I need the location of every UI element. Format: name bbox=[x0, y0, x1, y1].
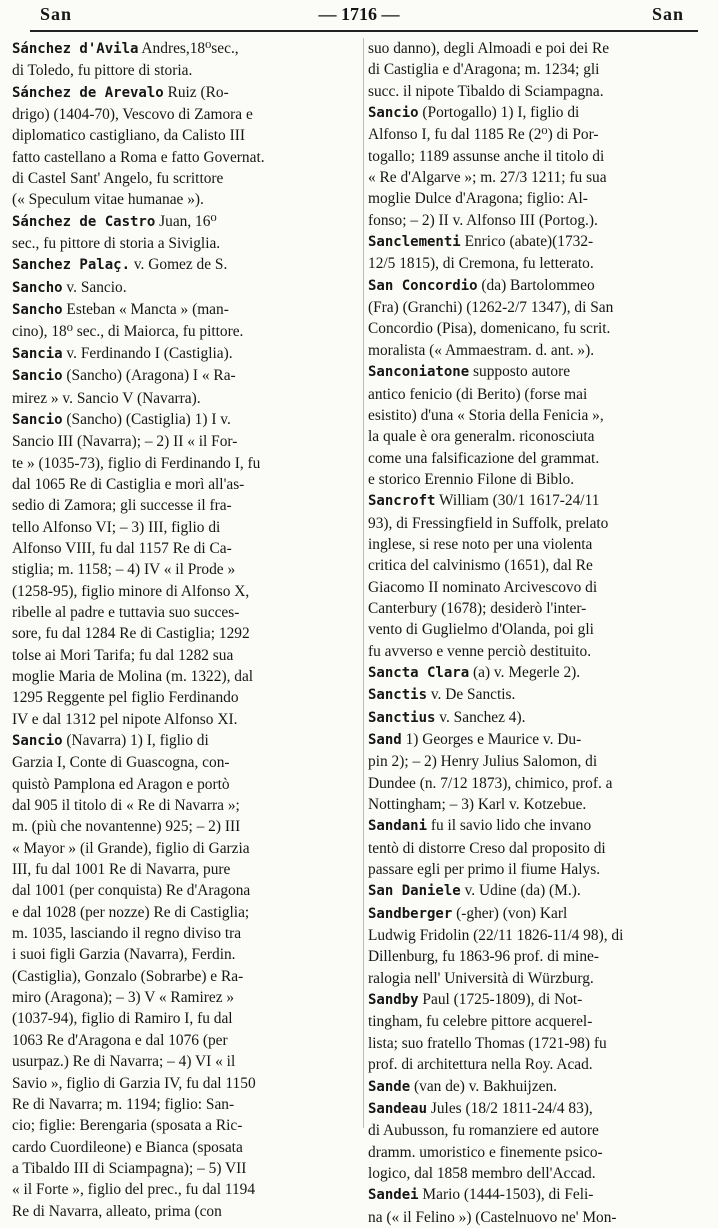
left-column-line bbox=[12, 1158, 358, 1179]
right-column-line bbox=[368, 903, 710, 925]
entry-text: 12/5 1815), di Cremona, fu letterato. bbox=[368, 255, 594, 273]
left-column-line bbox=[12, 559, 358, 580]
left-column-line bbox=[12, 343, 358, 365]
entry-text: diplomatico castigliano, da Calisto III bbox=[12, 127, 245, 145]
right-column-line bbox=[368, 384, 710, 405]
left-column-line bbox=[12, 474, 358, 495]
left-column-line bbox=[12, 859, 358, 880]
left-column-line bbox=[12, 168, 358, 189]
column-divider bbox=[363, 38, 364, 1128]
right-column-line bbox=[368, 534, 710, 555]
entry-text: Concordio (Pisa), domenicano, fu scrit. bbox=[368, 320, 611, 338]
entry-headword: Sancroft bbox=[368, 493, 436, 510]
entry-text: come una falsificazione del grammat. bbox=[368, 449, 600, 467]
entry-text: moralista (« Ammaestram. d. ant. »). bbox=[368, 341, 595, 359]
entry-headword: Sancta Clara bbox=[368, 664, 470, 681]
entry-text: fu avverso e venne perciò destituito. bbox=[368, 642, 592, 660]
entry-headword: Sandberger bbox=[368, 905, 453, 922]
right-column-line bbox=[368, 815, 710, 837]
right-column-line bbox=[368, 426, 710, 447]
right-column-line bbox=[368, 102, 710, 124]
left-column-line bbox=[12, 495, 358, 516]
entry-text: vento di Guglielmo d'Olanda, poi gli bbox=[368, 621, 594, 639]
right-column-line bbox=[368, 469, 710, 490]
entry-headword: Sanctis bbox=[368, 687, 428, 704]
left-column-line bbox=[12, 730, 358, 752]
entry-text: fu il savio lido che invano bbox=[427, 817, 592, 835]
left-column-line bbox=[12, 38, 358, 60]
entry-text: dal 905 il titolo di « Re di Navarra »; bbox=[12, 797, 240, 815]
right-column-line bbox=[368, 684, 710, 706]
entry-text: prof. di architettura nella Roy. Acad. bbox=[368, 1056, 593, 1074]
page-header bbox=[0, 0, 718, 34]
entry-text: pin 2); – 2) Henry Julius Salomon, di bbox=[368, 753, 598, 771]
right-column-line bbox=[368, 880, 710, 902]
right-column-line bbox=[368, 662, 710, 684]
entry-text: logico, dal 1858 membro dell'Accad. bbox=[368, 1164, 596, 1182]
entry-text: v. Sancio. bbox=[62, 278, 127, 296]
entry-text: v. Gomez de S. bbox=[130, 256, 228, 274]
entry-text: Nottingham; – 3) Karl v. Kotzebue. bbox=[368, 796, 587, 814]
left-column-line bbox=[12, 277, 358, 299]
entry-text: m. 1035, lasciando il regno diviso tra bbox=[12, 925, 242, 943]
left-column-line bbox=[12, 1201, 358, 1222]
entry-text: Andres,18⁰sec., bbox=[138, 40, 239, 57]
entry-text: Jules (18/2 1811-24/4 83), bbox=[427, 1099, 593, 1117]
entry-text: v. Udine (da) (M.). bbox=[460, 882, 581, 900]
entry-text: sec., fu pittore di storia a Siviglia. bbox=[12, 235, 221, 253]
entry-text: Paul (1725-1809), di Not- bbox=[418, 991, 583, 1009]
entry-text: inglese, si rese noto per una violenta bbox=[368, 535, 593, 553]
right-column-line bbox=[368, 1098, 710, 1120]
right-column-line bbox=[368, 946, 710, 967]
right-column-line bbox=[368, 1184, 710, 1206]
entry-text: 93), di Fressingfield in Suffolk, prelato bbox=[368, 514, 609, 532]
entry-text: ralogia nell' Università di Würzburg. bbox=[368, 969, 594, 987]
entry-text: (Navarra) 1) I, figlio di bbox=[62, 732, 209, 749]
entry-text: Esteban « Mancta » (man- bbox=[62, 301, 229, 319]
right-column-line bbox=[368, 838, 710, 859]
left-column-line bbox=[12, 816, 358, 837]
entry-headword: Sánchez de Castro bbox=[12, 213, 156, 230]
right-column-line bbox=[368, 1076, 710, 1098]
entry-text: (1258-95), figlio minore di Alfonso X, bbox=[12, 582, 250, 600]
left-column-line bbox=[12, 1073, 358, 1094]
right-column-line bbox=[368, 275, 710, 297]
left-column-line bbox=[12, 944, 358, 965]
entry-text: Alfonso I, fu dal 1185 Re (2⁰) di Por- bbox=[368, 126, 599, 144]
entry-text: Ruiz (Ro- bbox=[163, 83, 229, 101]
right-column-line bbox=[368, 729, 710, 751]
entry-text: Canterbury (1678); desiderò l'inter- bbox=[368, 599, 587, 617]
entry-text: e storico Erennio Filone di Biblo. bbox=[368, 470, 575, 488]
right-column-line bbox=[368, 859, 710, 880]
entry-text: tentò di distorre Creso dal proposito di bbox=[368, 839, 606, 857]
right-column-line bbox=[368, 448, 710, 469]
entry-text: supposto autore bbox=[469, 363, 571, 381]
entry-text: 1295 Reggente pel figlio Ferdinando bbox=[12, 689, 239, 707]
entry-headword: Sanchez Palaç. bbox=[12, 257, 131, 274]
right-column-line bbox=[368, 968, 710, 989]
entry-text: v. Ferdinando I (Castiglia). bbox=[62, 344, 233, 362]
left-column-line bbox=[12, 1051, 358, 1072]
left-column-line bbox=[12, 966, 358, 987]
entry-text: lista; suo fratello Thomas (1721-98) fu bbox=[368, 1034, 607, 1052]
entry-headword: Sancio bbox=[12, 411, 63, 428]
entry-text: di Castiglia e d'Aragona; m. 1234; gli bbox=[368, 61, 600, 79]
entry-text: e dal 1028 (per nozze) Re di Castiglia; bbox=[12, 903, 250, 921]
right-column-line bbox=[368, 297, 710, 318]
entry-text: Mario (1444-1503), di Feli- bbox=[418, 1186, 594, 1204]
entry-text: quistò Pamplona ed Aragon e portò bbox=[12, 775, 230, 793]
right-column-line bbox=[368, 598, 710, 619]
right-column-line bbox=[368, 490, 710, 512]
entry-headword: San Concordio bbox=[368, 277, 478, 294]
entry-text: cio; figlie: Berengaria (sposata a Ric- bbox=[12, 1117, 243, 1135]
entry-headword: Sancio bbox=[12, 368, 63, 385]
entry-text: drigo) (1404-70), Vescovo di Zamora e bbox=[12, 106, 253, 124]
left-column-line bbox=[12, 838, 358, 859]
entry-text: dal 1001 (per conquista) Re d'Aragona bbox=[12, 882, 251, 900]
left-column-line bbox=[12, 431, 358, 452]
entry-text: (Portogallo) 1) I, figlio di bbox=[418, 104, 580, 122]
entry-text: cardo Cuordileone) e Bianca (sposata bbox=[12, 1138, 243, 1156]
right-column-line bbox=[368, 405, 710, 426]
left-column-line bbox=[12, 189, 358, 210]
right-column bbox=[368, 38, 710, 1228]
entry-text: (-gher) (von) Karl bbox=[452, 904, 568, 922]
left-column-line bbox=[12, 581, 358, 602]
left-column-line bbox=[12, 321, 358, 342]
entry-text: sedio di Zamora; gli successe il fra- bbox=[12, 497, 232, 515]
right-column-line bbox=[368, 925, 710, 946]
entry-text: v. Sanchez 4). bbox=[435, 708, 526, 726]
entry-text: te » (1035-73), figlio di Ferdinando I, fu bbox=[12, 454, 261, 472]
right-column-line bbox=[368, 59, 710, 80]
right-column-line bbox=[368, 167, 710, 188]
left-column-line bbox=[12, 147, 358, 168]
right-column-line bbox=[368, 81, 710, 102]
entry-text: Re di Navarra; m. 1194; figlio: San- bbox=[12, 1095, 235, 1113]
entry-headword: Sancho bbox=[12, 302, 63, 319]
right-column-line bbox=[368, 1033, 710, 1054]
left-column-line bbox=[12, 388, 358, 409]
entry-headword: Sande bbox=[368, 1078, 411, 1095]
left-column-line bbox=[12, 687, 358, 708]
entry-text: suo danno), degli Almoadi e poi dei Re bbox=[368, 40, 610, 57]
entry-headword: Sancio bbox=[12, 733, 63, 749]
right-column-line bbox=[368, 773, 710, 794]
entry-text: Savio », figlio di Garzia IV, fu dal 1150 bbox=[12, 1074, 256, 1092]
left-column-line bbox=[12, 211, 358, 233]
left-column-line bbox=[12, 709, 358, 730]
entry-text: di Aubusson, fu romanziere ed autore bbox=[368, 1122, 599, 1140]
entry-text: (Fra) (Granchi) (1262-2/7 1347), di San bbox=[368, 299, 614, 317]
entry-text: « Re d'Algarve »; m. 27/3 1211; fu sua bbox=[368, 169, 607, 187]
right-column-line bbox=[368, 577, 710, 598]
left-column-line bbox=[12, 365, 358, 387]
left-column-line bbox=[12, 795, 358, 816]
left-column-line bbox=[12, 233, 358, 254]
entry-text: sore, fu dal 1284 Re di Castiglia; 1292 bbox=[12, 625, 250, 643]
right-column-line bbox=[368, 210, 710, 231]
entry-text: Alfonso VIII, fu dal 1157 Re di Ca- bbox=[12, 539, 232, 557]
right-column-line bbox=[368, 124, 710, 145]
left-column-line bbox=[12, 1179, 358, 1200]
entry-text: (Sancho) (Aragona) I « Ra- bbox=[62, 367, 236, 385]
entry-headword: Sandani bbox=[368, 818, 428, 835]
entry-headword: Sandby bbox=[368, 992, 419, 1009]
entry-text: Garzia I, Conte di Guascogna, con- bbox=[12, 754, 230, 772]
left-column-line bbox=[12, 602, 358, 623]
left-column-line bbox=[12, 902, 358, 923]
right-column-line bbox=[368, 253, 710, 274]
entry-text: Re di Navarra, alleato, prima (con bbox=[12, 1202, 222, 1220]
right-column-line bbox=[368, 1120, 710, 1141]
left-column-line bbox=[12, 60, 358, 81]
header-rule bbox=[30, 30, 698, 32]
left-column-line bbox=[12, 752, 358, 773]
left-column-line bbox=[12, 1094, 358, 1115]
header-right-keyword: San bbox=[651, 4, 684, 24]
entry-text: Dundee (n. 7/12 1873), chimico, prof. a bbox=[368, 774, 613, 792]
right-column-line bbox=[368, 231, 710, 253]
entry-text: passare egli per primo il fiume Halys. bbox=[368, 861, 601, 879]
entry-text: cino), 18⁰ sec., di Maiorca, fu pittore. bbox=[12, 323, 244, 341]
left-column-line bbox=[12, 645, 358, 666]
right-column-line bbox=[368, 751, 710, 772]
entry-headword: Sánchez d'Avila bbox=[12, 41, 139, 57]
entry-text: fatto castellano a Roma e fatto Governat. bbox=[12, 148, 265, 166]
entry-text: critica del calvinismo (1651), dal Re bbox=[368, 557, 593, 575]
entry-text: (Sancho) (Castiglia) 1) I v. bbox=[62, 410, 231, 428]
entry-headword: San Daniele bbox=[368, 883, 461, 900]
entry-text: (« Speculum vitae humanae »). bbox=[12, 191, 204, 209]
entry-text: Sancio III (Navarra); – 2) II « il For- bbox=[12, 433, 238, 451]
left-column-line bbox=[12, 517, 358, 538]
right-column-line bbox=[368, 340, 710, 361]
entry-headword: Sandei bbox=[368, 1187, 419, 1204]
entry-headword: Sand bbox=[368, 732, 402, 748]
left-column-line bbox=[12, 1137, 358, 1158]
entry-text: tolse ai Mori Tarifa; fu dal 1282 sua bbox=[12, 646, 234, 664]
entry-text: usurpaz.) Re di Navarra; – 4) VI « il bbox=[12, 1053, 236, 1071]
right-column-line bbox=[368, 146, 710, 167]
right-column-line bbox=[368, 555, 710, 576]
left-column-line bbox=[12, 1008, 358, 1029]
right-column-line bbox=[368, 989, 710, 1011]
left-column-line bbox=[12, 453, 358, 474]
left-column-line bbox=[12, 104, 358, 125]
left-column-line bbox=[12, 623, 358, 644]
left-column-line bbox=[12, 923, 358, 944]
right-column-line bbox=[368, 318, 710, 339]
entry-text: m. (più che novantenne) 925; – 2) III bbox=[12, 818, 241, 836]
page-number: — 1716 — bbox=[318, 4, 400, 24]
entry-headword: Sánchez de Arevalo bbox=[12, 84, 164, 101]
right-column-line bbox=[368, 707, 710, 729]
entry-text: IV e dal 1312 pel nipote Alfonso XI. bbox=[12, 710, 238, 728]
entry-text: stiglia; m. 1158; – 4) IV « il Prode » bbox=[12, 561, 236, 579]
entry-headword: Sanclementi bbox=[368, 234, 461, 251]
right-column-line bbox=[368, 513, 710, 534]
entry-text: togallo; 1189 assunse anche il titolo di bbox=[368, 147, 605, 165]
entry-text: i suoi figli Garzia (Navarra), Ferdin. bbox=[12, 946, 236, 964]
left-column-line bbox=[12, 409, 358, 431]
left-column-line bbox=[12, 254, 358, 276]
entry-text: la quale è ora generalm. riconosciuta bbox=[368, 428, 595, 446]
left-column-line bbox=[12, 666, 358, 687]
right-column-line bbox=[368, 794, 710, 815]
right-column-line bbox=[368, 1207, 710, 1228]
entry-text: dramm. umoristico e finemente psico- bbox=[368, 1143, 603, 1161]
right-column-line bbox=[368, 1054, 710, 1075]
entry-text: 1) Georges e Maurice v. Du- bbox=[401, 731, 582, 748]
entry-text: (da) Bartolommeo bbox=[477, 276, 595, 294]
left-column-line bbox=[12, 1115, 358, 1136]
entry-headword: Sancho bbox=[12, 279, 63, 296]
left-column-line bbox=[12, 538, 358, 559]
entry-headword: Sanconiatone bbox=[368, 364, 470, 381]
entry-text: tello Alfonso VI; – 3) III, figlio di bbox=[12, 518, 221, 536]
entry-text: antico fenicio (di Berito) (forse mai bbox=[368, 385, 588, 403]
right-column-line bbox=[368, 1142, 710, 1163]
entry-headword: Sancia bbox=[12, 345, 63, 362]
entry-text: mirez » v. Sancio V (Navarra). bbox=[12, 389, 201, 407]
entry-text: III, fu dal 1001 Re di Navarra, pure bbox=[12, 861, 231, 879]
entry-text: Giacomo II nominato Arcivescovo di bbox=[368, 578, 598, 596]
entry-text: « il Forte », figlio del prec., fu dal 1194 bbox=[12, 1181, 256, 1199]
left-column-line bbox=[12, 880, 358, 901]
entry-text: moglie Maria de Molina (m. 1322), dal bbox=[12, 667, 254, 685]
entry-headword: Sanctius bbox=[368, 709, 436, 726]
entry-text: « Mayor » (il Grande), figlio di Garzia bbox=[12, 839, 250, 857]
left-column-line bbox=[12, 82, 358, 104]
right-column-line bbox=[368, 619, 710, 640]
entry-headword: Sandeau bbox=[368, 1100, 428, 1117]
entry-text: dal 1065 Re di Castiglia e morì all'as- bbox=[12, 475, 245, 493]
entry-text: Enrico (abate)(1732- bbox=[460, 233, 594, 251]
right-column-line bbox=[368, 38, 710, 59]
entry-text: fonso; – 2) II v. Alfonso III (Portog.). bbox=[368, 211, 598, 229]
entry-text: Dillenburg, fu 1863-96 prof. di mine- bbox=[368, 948, 599, 966]
entry-text: v. De Sanctis. bbox=[427, 686, 516, 704]
entry-text: ribelle al padre e tuttavia suo succes- bbox=[12, 603, 240, 621]
left-column-line bbox=[12, 125, 358, 146]
left-column-line bbox=[12, 1030, 358, 1051]
entry-text: (Castiglia), Gonzalo (Sobrarbe) e Ra- bbox=[12, 967, 244, 985]
entry-text: 1063 Re d'Aragona e dal 1076 (per bbox=[12, 1031, 228, 1049]
right-column-line bbox=[368, 361, 710, 383]
right-column-line bbox=[368, 641, 710, 662]
entry-text: esistito) d'una « Storia della Fenicia », bbox=[368, 406, 604, 424]
header-left-keyword: San bbox=[40, 4, 73, 24]
right-column-line bbox=[368, 1011, 710, 1032]
entry-text: (a) v. Megerle 2). bbox=[469, 663, 581, 681]
entry-text: miro (Aragona); – 3) V « Ramirez » bbox=[12, 989, 235, 1007]
right-column-line bbox=[368, 188, 710, 209]
right-column-line bbox=[368, 1163, 710, 1184]
entry-text: (van de) v. Bakhuijzen. bbox=[410, 1077, 558, 1095]
entry-text: Ludwig Fridolin (22/11 1826-11/4 98), di bbox=[368, 927, 624, 945]
entry-text: (1037-94), figlio di Ramiro I, fu dal bbox=[12, 1010, 233, 1028]
left-column-line bbox=[12, 774, 358, 795]
entry-text: di Toledo, fu pittore di storia. bbox=[12, 62, 193, 80]
entry-text: a Tibaldo III di Sciampagna); – 5) VII bbox=[12, 1159, 247, 1177]
entry-text: na (« il Felino ») (Castelnuovo ne' Mon- bbox=[368, 1208, 617, 1226]
entry-text: di Castel Sant' Angelo, fu scrittore bbox=[12, 170, 224, 188]
entry-text: William (30/1 1617-24/11 bbox=[435, 492, 600, 510]
entry-text: succ. il nipote Tibaldo di Sciampagna. bbox=[368, 82, 604, 100]
entry-headword: Sancio bbox=[368, 105, 419, 122]
entry-text: moglie Dulce d'Aragona; figlio: Al- bbox=[368, 190, 588, 208]
entry-text: Juan, 16⁰ bbox=[155, 212, 217, 230]
left-column bbox=[12, 38, 358, 1222]
entry-text: tingham, fu celebre pittore acquerel- bbox=[368, 1013, 593, 1031]
left-column-line bbox=[12, 987, 358, 1008]
left-column-line bbox=[12, 299, 358, 321]
